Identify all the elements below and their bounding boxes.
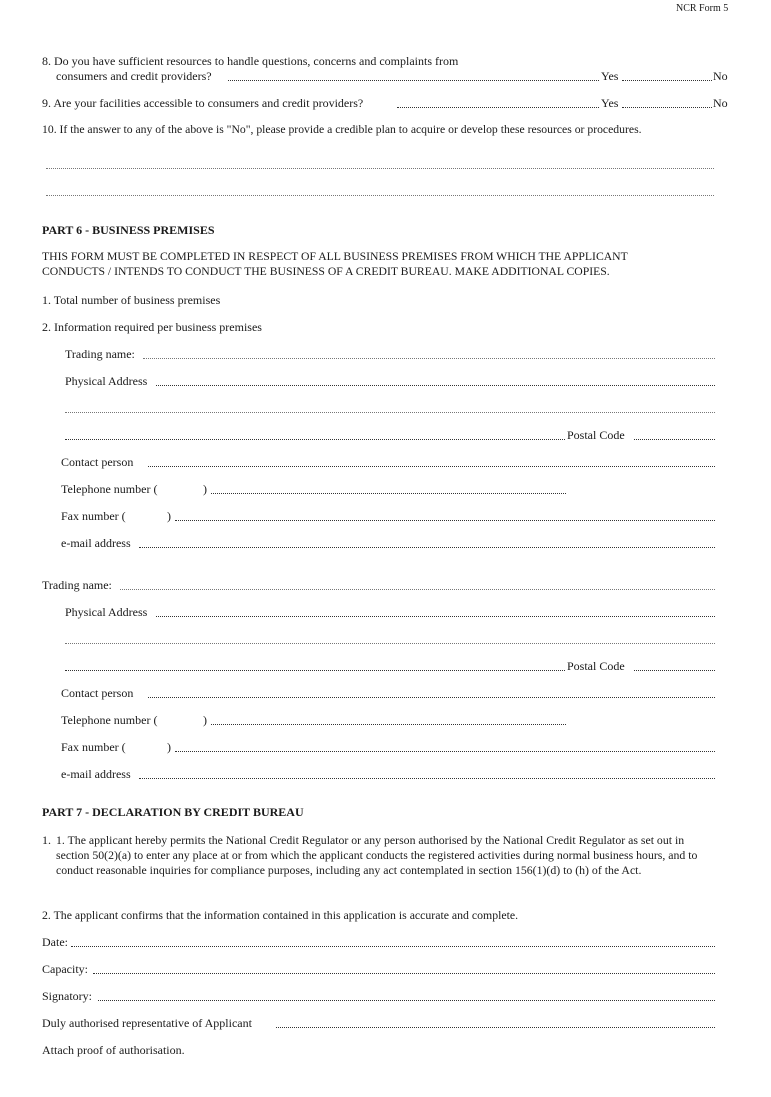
premises-2-email-label: e-mail address [61,767,131,781]
part-6-instruction-line-2: CONDUCTS / INTENDS TO CONDUCT THE BUSINESS OF A CREDIT BUREAU. MAKE ADDITIONAL COPIES. [42,265,610,278]
part-7-item-2: 2. The applicant confirms that the information contained in this application is accurate and complete. [42,908,519,922]
premises-1-fax-close-paren: ) [167,509,171,523]
premises-2-telephone-label: Telephone number ( [61,713,158,727]
premises-1-telephone-label: Telephone number ( [61,482,158,496]
premises-2-postal-code-label: Postal Code [567,659,625,673]
premises-1-contact-person-field[interactable] [148,466,715,467]
part-7-item-1-number: 1. [42,833,51,847]
premises-1-telephone-close-paren: ) [203,482,207,496]
premises-2-email-field[interactable] [139,778,715,779]
plan-line-2[interactable] [46,195,714,196]
q9-dots [397,107,599,108]
premises-1-telephone-field[interactable] [211,493,566,494]
part-7-heading: PART 7 - DECLARATION BY CREDIT BUREAU [42,805,304,819]
premises-1-postal-code-field[interactable] [634,439,715,440]
q9-no-label: No [713,96,728,110]
premises-2-contact-person-label: Contact person [61,686,134,700]
premises-2-trading-name-field[interactable] [120,589,715,590]
premises-1-contact-person-label: Contact person [61,455,134,469]
representative-label: Duly authorised representative of Applicant [42,1016,252,1030]
part-6-item-1: 1. Total number of business premises [42,293,221,307]
part-6-instruction-line-1: THIS FORM MUST BE COMPLETED IN RESPECT OF ALL BUSINESS PREMISES FROM WHICH THE APPLICANT [42,250,628,263]
capacity-field[interactable] [93,973,715,974]
attach-proof-note: Attach proof of authorisation. [42,1043,185,1057]
q9-yes-label: Yes [601,96,619,110]
premises-2-physical-address-field[interactable] [156,616,715,617]
plan-line-1[interactable] [46,168,714,169]
date-field[interactable] [71,946,715,947]
representative-field[interactable] [276,1027,715,1028]
premises-2-contact-person-field[interactable] [148,697,715,698]
capacity-label: Capacity: [42,962,88,976]
question-8-line-2: consumers and credit providers? [56,69,212,83]
premises-1-physical-address-field[interactable] [156,385,715,386]
premises-1-address-line-3[interactable] [65,439,565,440]
question-9: 9. Are your facilities accessible to consumers and credit providers? [42,96,364,110]
premises-1-address-line-2[interactable] [65,412,715,413]
premises-2-telephone-field[interactable] [211,724,566,725]
date-label: Date: [42,935,68,949]
premises-1-trading-name-field[interactable] [143,358,715,359]
premises-1-email-label: e-mail address [61,536,131,550]
q9-yes-field[interactable] [622,107,712,108]
premises-2-address-line-3[interactable] [65,670,565,671]
q8-yes-field[interactable] [622,80,712,81]
signatory-label: Signatory: [42,989,92,1003]
premises-1-trading-name-label: Trading name: [65,347,135,361]
premises-2-trading-name-label: Trading name: [42,578,112,592]
question-10: 10. If the answer to any of the above is "No", please provide a credible plan to acquire or develop these resources or procedures. [42,123,642,136]
premises-2-physical-address-label: Physical Address [65,605,148,619]
q8-yes-label: Yes [601,69,619,83]
part-6-heading: PART 6 - BUSINESS PREMISES [42,223,215,237]
signatory-field[interactable] [98,1000,715,1001]
premises-2-telephone-close-paren: ) [203,713,207,727]
premises-1-physical-address-label: Physical Address [65,374,148,388]
premises-1-postal-code-label: Postal Code [567,428,625,442]
premises-1-email-field[interactable] [139,547,715,548]
premises-2-postal-code-field[interactable] [634,670,715,671]
part-7-item-1: 1. The applicant hereby permits the National Credit Regulator or any person authorised by the National Credit Regulator as set out in section 50(2)(a) to enter any place at or from which the applicant conducts the registered activities during normal business hours, and to conduct reasonable inquiries for compliance purposes, including any act contemplated in section 156(1)(d) to (h) of the Act. [56,833,698,877]
premises-1-fax-field[interactable] [175,520,715,521]
premises-2-fax-close-paren: ) [167,740,171,754]
premises-2-fax-label: Fax number ( [61,740,126,754]
form-id: NCR Form 5 [676,3,729,14]
premises-2-address-line-2[interactable] [65,643,715,644]
premises-2-fax-field[interactable] [175,751,715,752]
q8-no-label: No [713,69,728,83]
q8-dots [228,80,599,81]
question-8-line-1: 8. Do you have sufficient resources to handle questions, concerns and complaints from [42,54,459,68]
part-6-item-2: 2. Information required per business premises [42,320,262,334]
premises-1-fax-label: Fax number ( [61,509,126,523]
